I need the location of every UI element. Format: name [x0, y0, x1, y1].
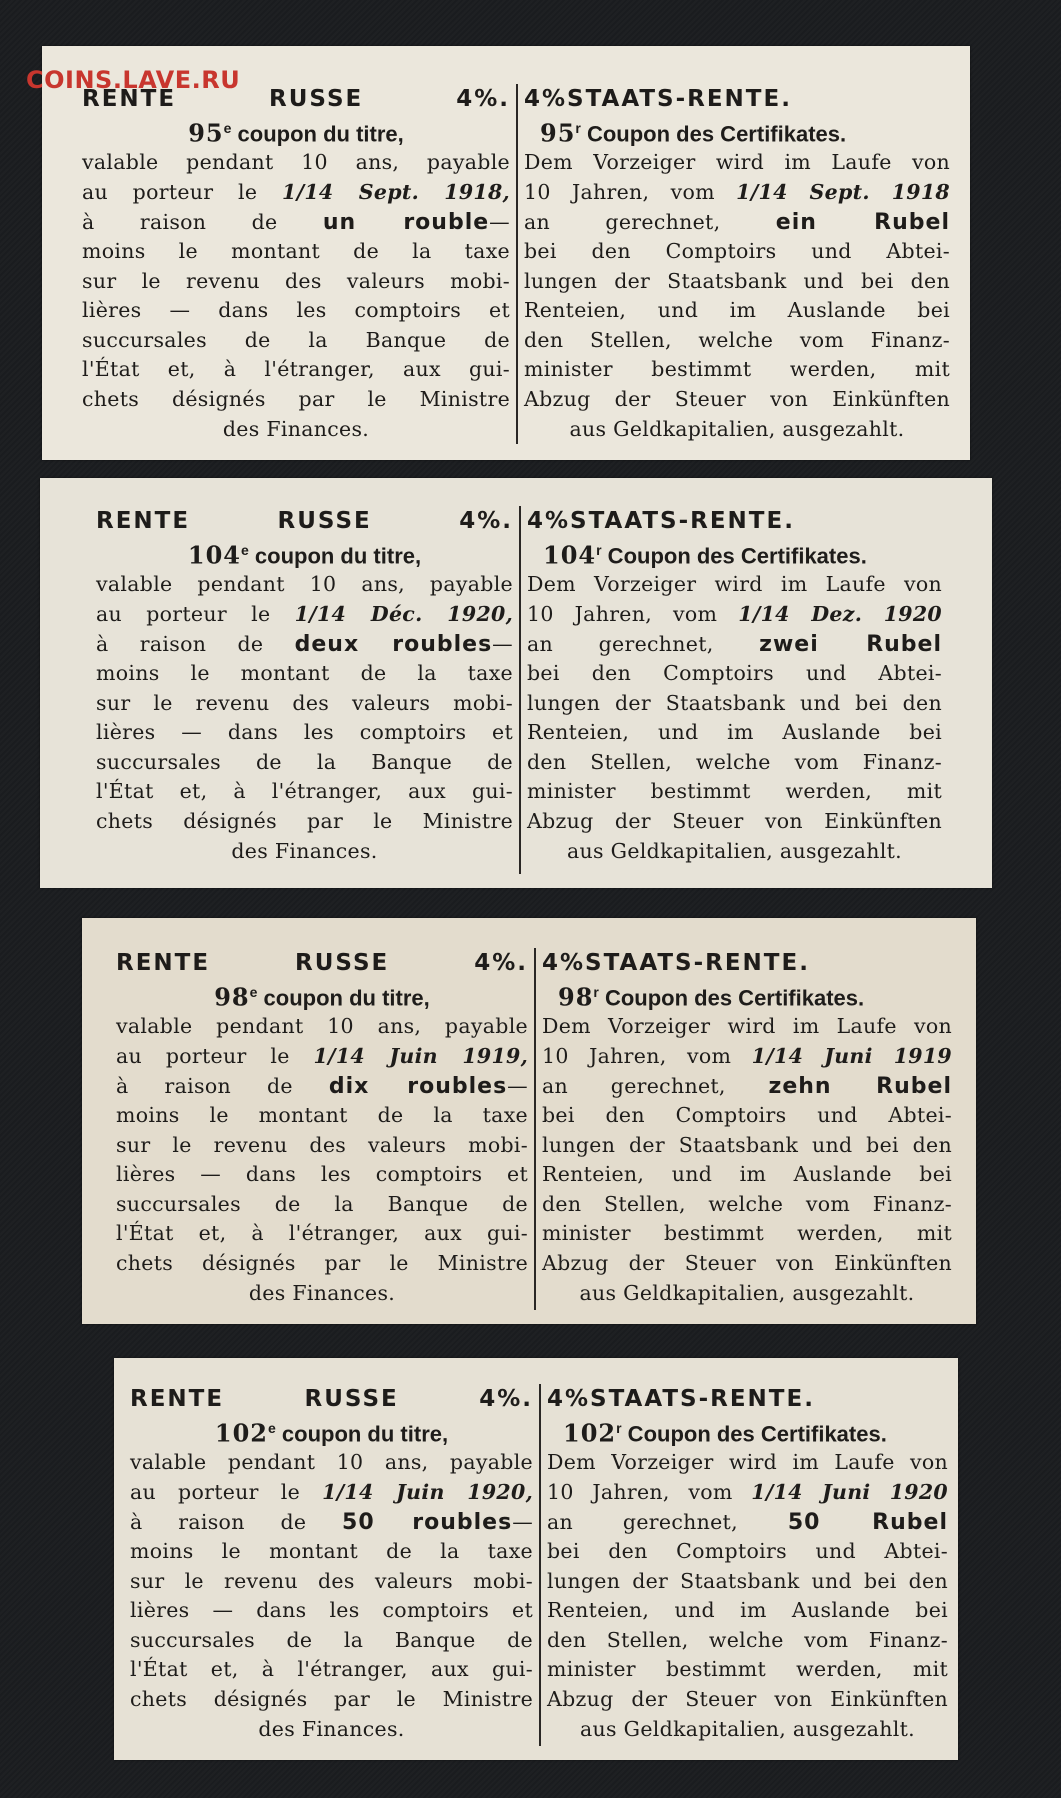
german-line: Renteien, und im Auslande bei: [542, 1162, 952, 1187]
french-line: au porteur le 1/14 Juin 1919,: [116, 1043, 529, 1068]
french-line: sur le revenu des valeurs mobi-: [116, 1132, 528, 1157]
german-line: den Stellen, welche vom Finanz-: [547, 1627, 948, 1652]
french-amount: deux roubles: [294, 631, 493, 657]
french-amount: 50 roubles: [342, 1509, 513, 1535]
french-line: valable pendant 10 ans, payable: [116, 1014, 528, 1039]
french-line: succursales de la Banque de: [82, 327, 510, 352]
german-line: lungen der Staatsbank und bei den: [524, 268, 950, 293]
french-line: au porteur le 1/14 Juin 1920,: [130, 1479, 534, 1504]
french-text-column: [96, 506, 519, 874]
german-line: Dem Vorzeiger wird im Laufe von: [527, 572, 942, 597]
german-line: aus Geldkapitalien, ausgezahlt.: [580, 1716, 915, 1741]
french-line: lières — dans les comptoirs et: [82, 298, 510, 323]
french-heading: RENTE RUSSE 4%.: [116, 950, 528, 976]
french-line: chets désignés par le Ministre: [82, 387, 510, 412]
french-line: moins le montant de la taxe: [82, 239, 510, 264]
french-line: à raison de dix roubles—: [116, 1073, 528, 1099]
coupon-102: [114, 1358, 958, 1760]
german-line: minister bestimmt werden, mit: [524, 357, 950, 382]
german-heading: 4%STAATS-RENTE.: [524, 86, 792, 112]
german-line: an gerechnet, zwei Rubel: [527, 631, 943, 657]
german-line: den Stellen, welche vom Finanz-: [542, 1191, 952, 1216]
german-line: aus Geldkapitalien, ausgezahlt.: [567, 838, 902, 863]
french-coupon-number: 98e coupon du titre,: [214, 982, 430, 1012]
french-line: succursales de la Banque de: [96, 749, 513, 774]
french-line: à raison de 50 roubles—: [130, 1509, 533, 1535]
french-line: valable pendant 10 ans, payable: [130, 1450, 533, 1475]
german-line: minister bestimmt werden, mit: [542, 1221, 952, 1246]
french-line: lières — dans les comptoirs et: [130, 1598, 533, 1623]
french-line: des Finances.: [258, 1716, 405, 1741]
german-text-column: [534, 948, 952, 1310]
site-watermark: COINS.LAVE.RU: [26, 66, 241, 94]
german-amount: zehn Rubel: [768, 1073, 952, 1099]
german-line: den Stellen, welche vom Finanz-: [524, 327, 950, 352]
german-line: an gerechnet, 50 Rubel: [547, 1509, 948, 1535]
german-line: Abzug der Steuer von Einkünften: [527, 809, 942, 834]
french-line: chets désignés par le Ministre: [96, 809, 513, 834]
german-line: bei den Comptoirs und Abtei-: [527, 661, 942, 686]
coupon-104: [40, 478, 992, 888]
german-line: Abzug der Steuer von Einkünften: [542, 1251, 952, 1276]
german-date: 1/14 Juni 1919: [751, 1043, 952, 1068]
french-line: au porteur le 1/14 Déc. 1920,: [96, 601, 514, 626]
german-line: 10 Jahren, vom 1/14 Juni 1919: [542, 1043, 952, 1068]
german-line: lungen der Staatsbank und bei den: [527, 690, 942, 715]
french-line: l'État et, à l'étranger, aux gui-: [82, 357, 510, 382]
french-line: valable pendant 10 ans, payable: [96, 572, 513, 597]
german-line: minister bestimmt werden, mit: [527, 779, 942, 804]
german-line: Abzug der Steuer von Einkünften: [524, 387, 950, 412]
french-line: valable pendant 10 ans, payable: [82, 150, 510, 175]
german-line: 10 Jahren, vom 1/14 Juni 1920: [547, 1479, 948, 1504]
german-line: minister bestimmt werden, mit: [547, 1657, 948, 1682]
french-coupon-number: 104e coupon du titre,: [187, 540, 422, 570]
french-line: sur le revenu des valeurs mobi-: [96, 690, 513, 715]
french-line: succursales de la Banque de: [116, 1191, 528, 1216]
french-line: des Finances.: [231, 838, 378, 863]
french-line: moins le montant de la taxe: [116, 1103, 528, 1128]
german-text-column: [519, 506, 942, 874]
french-line: l'État et, à l'étranger, aux gui-: [116, 1221, 528, 1246]
french-line: à raison de un rouble—: [82, 209, 510, 235]
german-date: 1/14 Dez. 1920: [738, 601, 942, 626]
german-date: 1/14 Juni 1920: [751, 1479, 948, 1504]
french-line: lières — dans les comptoirs et: [96, 720, 513, 745]
french-line: chets désignés par le Ministre: [130, 1687, 533, 1712]
french-date: 1/14 Juin 1919,: [313, 1043, 529, 1068]
german-heading: 4%STAATS-RENTE.: [527, 508, 795, 534]
french-heading: RENTE RUSSE 4%.: [82, 86, 510, 112]
german-line: Abzug der Steuer von Einkünften: [547, 1687, 948, 1712]
french-line: moins le montant de la taxe: [96, 661, 513, 686]
french-line: sur le revenu des valeurs mobi-: [82, 268, 510, 293]
french-text-column: [116, 948, 534, 1310]
german-line: an gerechnet, ein Rubel: [524, 209, 950, 235]
german-line: an gerechnet, zehn Rubel: [542, 1073, 952, 1099]
french-date: 1/14 Déc. 1920,: [294, 601, 514, 626]
german-date: 1/14 Sept. 1918: [736, 179, 950, 204]
german-line: Dem Vorzeiger wird im Laufe von: [547, 1450, 948, 1475]
german-amount: ein Rubel: [775, 209, 950, 235]
german-line: Renteien, und im Auslande bei: [524, 298, 950, 323]
german-amount: zwei Rubel: [759, 631, 943, 657]
german-line: 10 Jahren, vom 1/14 Sept. 1918: [524, 179, 950, 204]
french-line: à raison de deux roubles—: [96, 631, 513, 657]
french-amount: dix roubles: [328, 1073, 508, 1099]
german-line: 10 Jahren, vom 1/14 Dez. 1920: [527, 601, 942, 626]
french-line: chets désignés par le Ministre: [116, 1251, 528, 1276]
french-heading: RENTE RUSSE 4%.: [130, 1386, 533, 1412]
german-coupon-number: 98$^r$ Coupon des Certifikates.: [558, 982, 865, 1012]
french-line: l'État et, à l'étranger, aux gui-: [96, 779, 513, 804]
coupon-98: [82, 918, 976, 1324]
french-line: sur le revenu des valeurs mobi-: [130, 1568, 533, 1593]
german-line: bei den Comptoirs und Abtei-: [542, 1103, 952, 1128]
french-coupon-number: 95e coupon du titre,: [188, 118, 404, 148]
german-line: Dem Vorzeiger wird im Laufe von: [542, 1014, 952, 1039]
german-line: den Stellen, welche vom Finanz-: [527, 749, 942, 774]
german-text-column: [516, 84, 950, 444]
french-text-column: [130, 1384, 539, 1746]
german-amount: 50 Rubel: [787, 1509, 948, 1535]
german-line: aus Geldkapitalien, ausgezahlt.: [569, 416, 905, 441]
french-line: des Finances.: [222, 416, 370, 441]
german-line: aus Geldkapitalien, ausgezahlt.: [579, 1280, 915, 1305]
german-line: lungen der Staatsbank und bei den: [542, 1132, 952, 1157]
french-coupon-number: 102e coupon du titre,: [214, 1418, 449, 1448]
french-text-column: [82, 84, 516, 444]
french-line: au porteur le 1/14 Sept. 1918,: [82, 179, 510, 204]
french-date: 1/14 Juin 1920,: [322, 1479, 534, 1504]
french-date: 1/14 Sept. 1918,: [282, 179, 510, 204]
french-amount: un rouble: [322, 209, 490, 235]
german-coupon-number: 104$^r$ Coupon des Certifikates.: [543, 540, 867, 570]
german-line: lungen der Staatsbank und bei den: [547, 1568, 948, 1593]
french-line: succursales de la Banque de: [130, 1627, 533, 1652]
coupon-95: [42, 46, 970, 460]
french-line: l'État et, à l'étranger, aux gui-: [130, 1657, 533, 1682]
german-text-column: [539, 1384, 948, 1746]
german-line: Renteien, und im Auslande bei: [527, 720, 942, 745]
french-line: lières — dans les comptoirs et: [116, 1162, 528, 1187]
german-line: Dem Vorzeiger wird im Laufe von: [524, 150, 950, 175]
german-coupon-number: 102$^r$ Coupon des Certifikates.: [563, 1418, 887, 1448]
german-heading: 4%STAATS-RENTE.: [547, 1386, 815, 1412]
german-line: Renteien, und im Auslande bei: [547, 1598, 948, 1623]
german-line: bei den Comptoirs und Abtei-: [547, 1539, 948, 1564]
french-line: moins le montant de la taxe: [130, 1539, 533, 1564]
french-line: des Finances.: [248, 1280, 396, 1305]
german-coupon-number: 95$^r$ Coupon des Certifikates.: [540, 118, 847, 148]
german-line: bei den Comptoirs und Abtei-: [524, 239, 950, 264]
german-heading: 4%STAATS-RENTE.: [542, 950, 810, 976]
french-heading: RENTE RUSSE 4%.: [96, 508, 513, 534]
